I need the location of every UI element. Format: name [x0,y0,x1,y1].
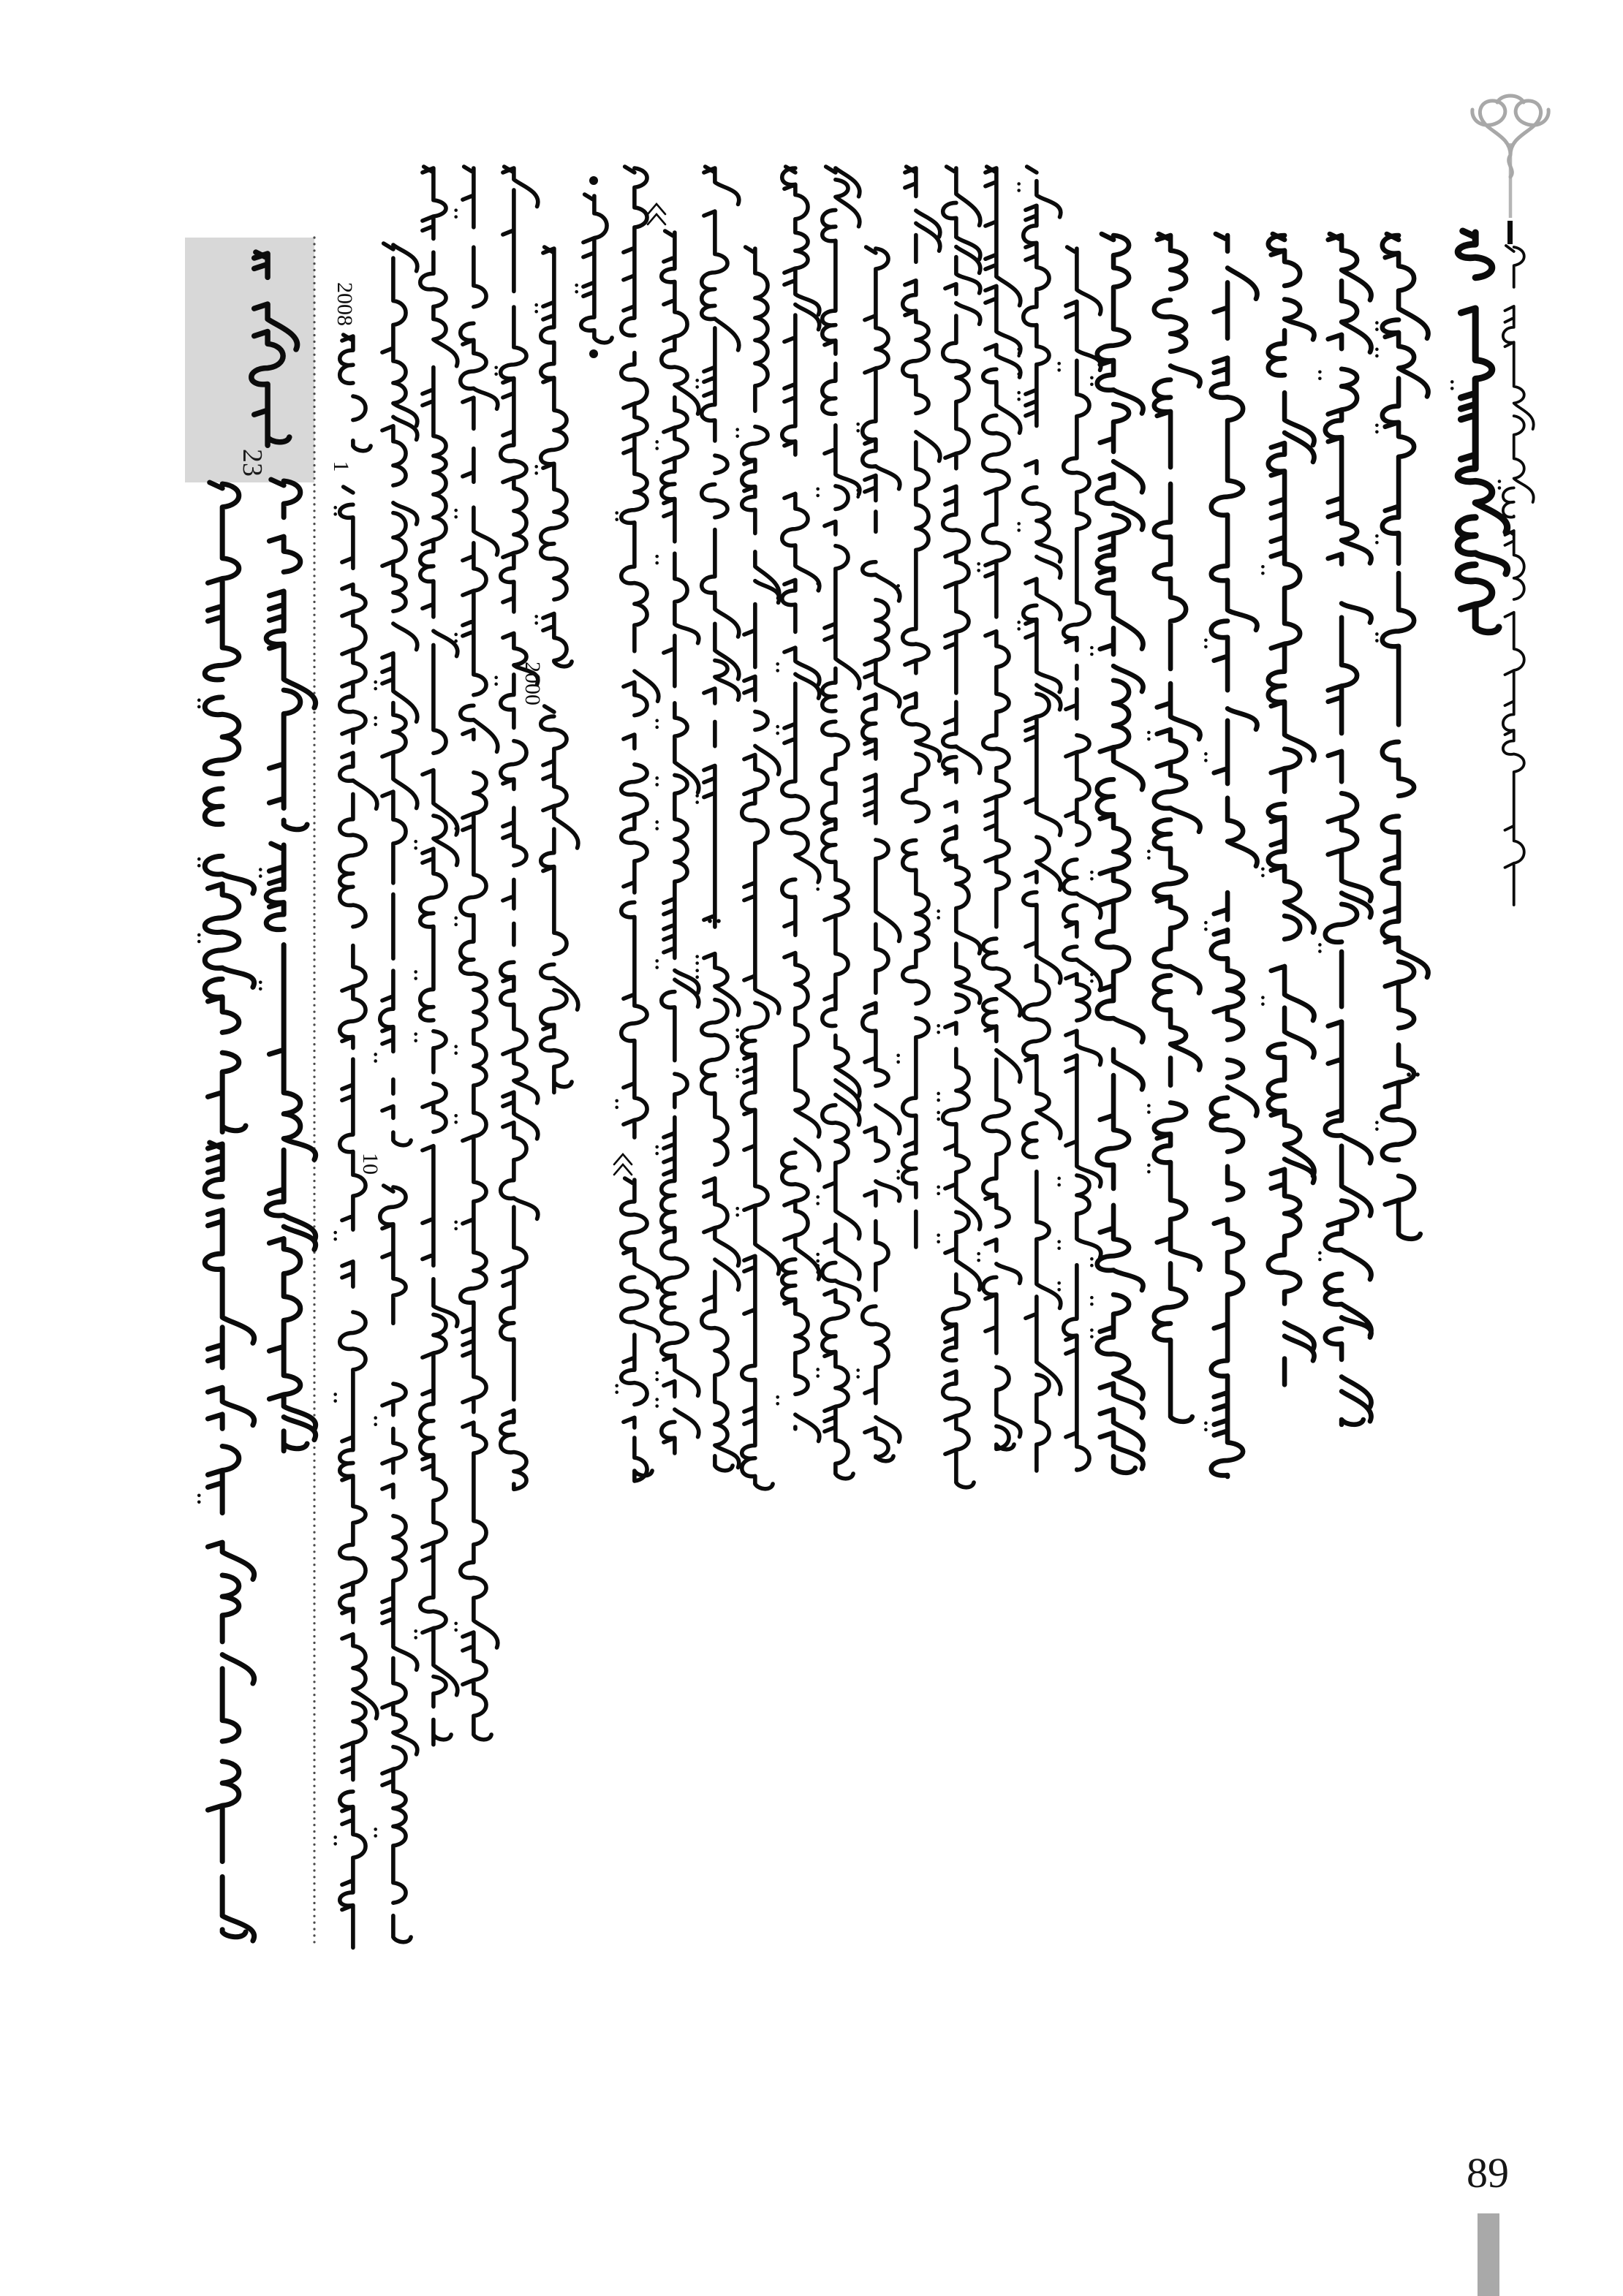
diacritic-dot [534,621,538,625]
diacritic-dot [776,732,779,735]
body-text-column [983,167,1021,1450]
diacritic-dot [454,1114,458,1118]
diacritic-dot [1261,572,1265,575]
diacritic-dot [575,284,578,287]
quote-bracket-icon [648,204,665,224]
diacritic-dot [735,1028,739,1032]
diacritic-dot [414,846,417,850]
diacritic-dot [695,800,699,804]
diacritic-dot [1017,522,1021,526]
colon-dot [708,919,712,923]
lead-text-column [1325,234,1372,1425]
diacritic-dot [197,1500,201,1504]
diacritic-dot [937,1240,940,1243]
diacritic-dot [776,662,779,666]
diacritic-dot [333,506,337,509]
diacritic-dot [1375,639,1379,643]
diacritic-dot [197,705,201,709]
diacritic-dot [816,1374,820,1378]
diacritic-dot [816,881,820,884]
body-text-column [742,247,779,1489]
diacritic-dot [1090,1335,1094,1338]
body-text-column [863,247,900,1461]
diacritic-dot [197,940,201,944]
diacritic-dot [1017,182,1021,186]
diacritic-dot [937,1233,940,1237]
diacritic-dot [494,683,498,686]
diacritic-dot [454,640,458,643]
diacritic-dot [1057,1183,1061,1187]
diacritic-dot [695,385,699,389]
diacritic-dot [695,975,699,979]
diacritic-dot [1261,1002,1265,1006]
diacritic-dot [816,582,820,586]
lead-text-column [1097,234,1143,1473]
diacritic-dot [776,669,779,672]
diacritic-dot [1147,856,1151,860]
diacritic-dot [1375,430,1379,433]
diacritic-dot [856,1375,860,1379]
diacritic-dot [776,725,779,729]
body-text-column [782,167,820,1441]
diacritic-dot [1204,928,1208,931]
diacritic-dot [1204,645,1208,648]
body-text-column [822,167,860,1479]
diacritic-dot [1017,372,1021,376]
diacritic-dot [1017,398,1021,401]
diacritic-dot [816,1259,820,1263]
diacritic-dot [655,1152,659,1156]
diacritic-dot [816,588,820,592]
body-text-column [541,247,578,1093]
diacritic-dot [374,681,377,684]
diacritic-dot [735,428,739,431]
diacritic-dot [1017,627,1021,631]
diacritic-dot [1090,1328,1094,1332]
diacritic-dot [374,716,377,720]
diacritic-dot [1090,653,1094,656]
diacritic-dot [1147,1164,1151,1167]
diacritic-dot [735,434,739,438]
diacritic-dot [454,833,458,837]
diacritic-dot [1057,690,1061,694]
diacritic-dot [374,1053,377,1056]
diacritic-dot [374,723,377,727]
diacritic-dot [695,794,699,797]
diacritic-dot [374,1416,377,1420]
diacritic-dot [414,1032,417,1036]
lead-text-column [1154,234,1200,1422]
diacritic-dot [856,489,860,493]
diacritic-dot [1057,1288,1061,1292]
diacritic-dot [454,1221,458,1224]
diacritic-dot [655,1398,659,1401]
diacritic-dot [414,970,417,974]
diacritic-dot [1318,1258,1322,1262]
diacritic-dot [655,1371,659,1375]
diacritic-dot [1375,1121,1379,1124]
diacritic-dot [655,820,659,824]
diacritic-dot [494,676,498,680]
diacritic-dot [1498,486,1502,490]
diacritic-dot [655,966,659,969]
diacritic-dot [454,917,458,920]
diacritic-dot [1261,565,1265,569]
diacritic-dot [1147,1104,1151,1107]
diacritic-dot [1498,480,1502,483]
flourish-ornament-icon [1472,96,1548,177]
diacritic-dot [534,465,538,469]
diacritic-dot [197,864,201,868]
diacritic-dot [1090,376,1094,379]
body-text-column [702,167,739,1471]
diacritic-dot [655,719,659,723]
diacritic-dot [937,1111,940,1115]
diacritic-dot [1204,752,1208,756]
diacritic-dot [1017,189,1021,192]
diacritic-dot [1017,354,1021,357]
colon-dot [716,919,721,923]
diacritic-dot [1375,632,1379,636]
diacritic-dot [374,1834,377,1838]
diacritic-dot [977,569,980,572]
diacritic-dot [1147,1170,1151,1174]
diacritic-dot [494,365,498,369]
diacritic-dot [655,827,659,830]
diacritic-dot [1147,738,1151,741]
diacritic-dot [856,1368,860,1372]
header-dash [1507,221,1513,244]
diacritic-dot [695,961,699,965]
diacritic-dot [655,561,659,565]
diacritic-dot [197,857,201,861]
quote-bracket-icon [614,1154,632,1175]
diacritic-dot [1057,1177,1061,1181]
diacritic-dot [655,726,659,730]
diacritic-dot [414,1636,417,1640]
diacritic-dot [333,1238,337,1241]
diacritic-dot [1375,348,1379,352]
diacritic-dot [1057,362,1061,365]
diacritic-dot [816,494,820,498]
diacritic-dot [655,440,659,444]
diacritic-dot [454,515,458,519]
inline-numeral: 2008 [333,282,357,326]
diacritic-dot [1017,391,1021,395]
diacritic-dot [454,509,458,512]
body-text-column [501,167,538,1489]
lead-text-column [1211,234,1257,1477]
diacritic-dot [454,1121,458,1124]
diacritic-dot [1017,621,1021,624]
diacritic-dot [333,1231,337,1235]
diacritic-dot [937,1186,940,1189]
diacritic-dot [896,1054,900,1058]
diacritic-dot [1147,731,1151,735]
diacritic-dot [937,1118,940,1121]
diacritic-dot [1318,370,1322,374]
diacritic-dot [896,1176,900,1180]
lead-text-column [1268,234,1314,1384]
diacritic-dot [1147,1110,1151,1114]
diacritic-dot [1318,376,1322,380]
diacritic-dot [1090,1257,1094,1261]
diacritic-dot [454,1051,458,1055]
diacritic-dot [735,1213,739,1217]
diacritic-dot [259,980,262,984]
diacritic-dot [856,429,860,433]
diacritic-dot [197,699,201,702]
body-text-column [662,231,699,1453]
body-text-column [380,243,417,1942]
footnote-text-column [205,482,254,1941]
diacritic-dot [615,1106,618,1110]
diacritic-dot [575,290,578,294]
diacritic-dot [333,1399,337,1403]
body-text-column [420,167,458,1745]
diacritic-dot [454,633,458,637]
issue-gray-box [185,238,314,482]
diacritic-dot [816,1270,820,1274]
diacritic-dot [695,969,699,972]
diacritic-dot [259,868,262,871]
diacritic-dot [695,955,699,958]
diacritic-dot [454,1227,458,1231]
diacritic-dot [333,512,337,516]
body-text-column [581,194,612,343]
diacritic-dot [414,977,417,980]
diacritic-dot [816,887,820,891]
diacritic-dot [1057,1240,1061,1243]
diacritic-dot [374,687,377,691]
heading-bullet [589,349,598,358]
diacritic-dot [374,1422,377,1426]
diacritic-dot [1204,759,1208,762]
lead-text-column [1382,234,1429,1239]
diacritic-dot [977,1259,980,1262]
diacritic-dot [615,1390,618,1394]
diacritic-dot [414,1039,417,1042]
diacritic-dot [1204,921,1208,925]
diacritic-dot [333,1842,337,1846]
diacritic-dot [1090,871,1094,874]
diacritic-dot [816,1195,820,1199]
diacritic-dot [494,372,498,376]
page-number: 89 [1467,2149,1509,2197]
diacritic-dot [1090,877,1094,881]
diacritic-dot [816,488,820,491]
diacritic-dot [454,1629,458,1632]
diacritic-dot [197,933,201,937]
diacritic-dot [1375,355,1379,358]
diacritic-dot [615,511,618,515]
diacritic-dot [534,471,538,475]
diacritic-dot [896,584,900,588]
diacritic-dot [655,776,659,780]
diacritic-dot [655,1378,659,1382]
diacritic-dot [1204,638,1208,642]
diacritic-dot [1450,387,1454,390]
diacritic-dot [816,1202,820,1205]
diacritic-dot [655,555,659,558]
diacritic-dot [259,987,262,990]
body-text-column [621,167,659,1481]
diacritic-dot [1017,365,1021,369]
diacritic-dot [1057,368,1061,372]
diacritic-dot [1318,950,1322,953]
diacritic-dot [374,1059,377,1063]
diacritic-dot [896,591,900,594]
colon-dot [1407,1072,1411,1077]
diacritic-dot [1090,382,1094,386]
diacritic-dot [534,303,538,307]
diacritic-dot [1204,1428,1208,1432]
body-text-column [1024,167,1061,1471]
diacritic-dot [1318,1251,1322,1255]
diacritic-dot [374,1827,377,1831]
diacritic-dot [816,1368,820,1371]
diacritic-dot [414,840,417,844]
diacritic-dot [776,1395,779,1399]
diacritic-dot [259,874,262,878]
diacritic-dot [534,310,538,314]
diacritic-dot [1261,874,1265,877]
diacritic-dot [735,1207,739,1210]
diacritic-dot [1375,534,1379,538]
diacritic-dot [776,1402,779,1406]
diacritic-dot [735,1035,739,1039]
diacritic-dot [937,1031,940,1034]
diacritic-dot [977,1252,980,1256]
diacritic-dot [1261,867,1265,871]
diacritic-dot [655,447,659,450]
diacritic-dot [1090,1264,1094,1268]
diacritic-dot [937,909,940,913]
diacritic-dot [937,1024,940,1028]
diacritic-dot [816,1264,820,1268]
diacritic-dot [454,208,458,212]
diacritic-dot [1318,943,1322,947]
diacritic-dot [1375,1127,1379,1131]
diacritic-dot [856,423,860,426]
diacritic-dot [1090,980,1094,983]
diacritic-dot [1204,1422,1208,1425]
diacritic-dot [1261,996,1265,999]
diacritic-dot [896,1170,900,1173]
body-text-column [340,335,377,1947]
diacritic-dot [1017,528,1021,532]
diacritic-dot [1450,380,1454,384]
diacritic-dot [655,783,659,787]
diacritic-dot [856,496,860,499]
diacritic-dot [1090,1303,1094,1306]
article-title-column [1458,231,1507,632]
diacritic-dot [1057,1246,1061,1250]
inline-numeral: 1 [329,461,353,472]
diacritic-dot [1375,541,1379,545]
heading-bullet [589,176,598,185]
body-text-column [1064,247,1101,1470]
diacritic-dot [695,379,699,382]
diacritic-dot [977,562,980,566]
diacritic-dot [1147,849,1151,853]
body-text-column [943,167,980,1488]
diacritic-dot [735,1075,739,1078]
diacritic-dot [937,1092,940,1096]
diacritic-dot [1090,1296,1094,1300]
diacritic-dot [816,1253,820,1257]
diacritic-dot [735,1068,739,1072]
diacritic-dot [333,1835,337,1839]
body-text-column [903,167,940,1247]
diacritic-dot [655,959,659,963]
diacritic-dot [1090,646,1094,650]
diacritic-dot [454,827,458,830]
inline-numeral: 2000 [521,662,545,705]
diacritic-dot [454,215,458,219]
colon-dot [1415,1072,1420,1077]
diacritic-dot [937,1192,940,1196]
diacritic-dot [655,1404,659,1408]
diacritic-dot [615,1384,618,1387]
body-text-column [461,167,498,1740]
diacritic-dot [615,518,618,521]
diacritic-dot [534,615,538,618]
diacritic-dot [333,1393,337,1396]
diacritic-dot [615,1099,618,1103]
diacritic-dot [1375,327,1379,331]
diacritic-dot [937,1099,940,1102]
diacritic-dot [937,916,940,920]
diacritic-dot [1375,423,1379,427]
diacritic-dot [1057,697,1061,700]
diacritic-dot [1017,347,1021,351]
diacritic-dot [197,1493,201,1497]
diacritic-dot [454,1622,458,1626]
diacritic-dot [454,1045,458,1048]
diacritic-dot [1057,1281,1061,1285]
issue-number-label: 23 [237,449,268,477]
bookmark-tab [1478,2213,1499,2296]
diacritic-dot [414,1629,417,1633]
inline-numeral: 10 [358,1153,382,1175]
diacritic-dot [896,1061,900,1064]
diacritic-dot [655,1145,659,1149]
footnote-text-column [266,480,315,1451]
diacritic-dot [1375,321,1379,325]
diacritic-dot [454,923,458,927]
